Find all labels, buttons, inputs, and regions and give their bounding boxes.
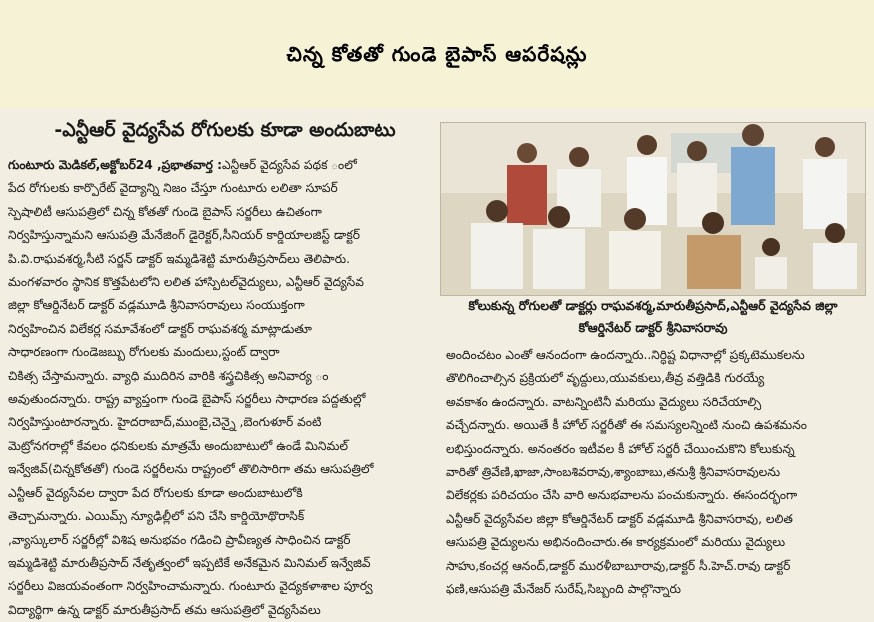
photo-caption: [440, 295, 866, 339]
article-line: నిర్వహిస్తున్నామని ఆసుపత్రి మేనేజింగ్ డైరెక్టర్,సీనియర్ కార్డియాలజిస్ట్ డాక్టర్: [8, 228, 360, 243]
article-line: మంగళవారం స్థానిక కొత్తపేటలోని లలిత హాస్పిటల్‌వైద్యులు, ఎన్టీఆర్ వైద్యసేవ: [8, 275, 364, 290]
article-line: ఇన్వేజివ్(చిన్నకోతతో) గుండె సర్జరీలను రాష్ట్రంలో తొలిసారిగా తమ ఆసుపత్రిలో: [8, 462, 374, 477]
article-line: వచ్చేదన్నారు. అయితే కీ హోల్ సర్జరీతో ఈ సమస్యలన్నింటి నుంచి ఉపశమనం: [446, 418, 807, 433]
article-line: ఎన్టీఆర్ వైద్యసేవల జిల్లా కోఆర్డినేటర్ డాక్టర్ వడ్లమూడి శ్రీనివాసరావు, లలిత: [446, 511, 793, 526]
caption-line: కోఆర్డినేటర్ డాక్టర్ శ్రీనివాసరావు: [578, 320, 728, 335]
article-line: [8, 154, 432, 177]
article-line: విద్యార్థిగా ఉన్న డాక్టర్ మారుతీప్రసాద్ తమ ఆసుపత్రిలో వైద్యసేవలు: [8, 602, 321, 617]
doctors-patients-photo: [441, 123, 865, 295]
article-line: ఎన్టీఆర్ వైద్యసేవల ద్వారా పేద రోగులకు కూడా అందుబాటులోకి: [8, 485, 303, 500]
article-line: ఇమ్మడిశెట్టి మారుతీప్రసాద్ నేతృత్వంలో ఇప్పటికే అనేకమైన మినిమల్ ఇన్వేజివ్: [8, 555, 371, 570]
article-line: అవుతుందన్నారు. రాష్ట్ర వ్యాప్తంగా గుండె బైపాస్ సర్జరీలు సాధారణ పద్దతుల్లో: [8, 392, 366, 407]
article-line: మెట్రోనగరాల్లో కేవలం ధనికులకు మాత్రమే అందుబాటులో ఉండే మినిమల్: [8, 438, 348, 453]
news-photo: [440, 122, 866, 296]
article-line: చికిత్స చేస్తామన్నారు. వ్యాధి ముదిరిన వారికి శస్త్రచికిత్స అనివార్య ం: [8, 368, 329, 383]
article-line: వారితో త్రివేణి,ఖాజా,సాంబశివరావు,శ్యాంబాబు,తనుశ్రీ శ్రీనివాసరావులను: [446, 465, 781, 480]
article-line: స్పెషాలిటీ ఆసుపత్రిలో చిన్న కోతతో గుండె బైపాస్ సర్జరీలు ఉచితంగా: [8, 204, 322, 219]
article-line: లభిస్తుందన్నారు. అనంతరం ఇటీవల కీ హోల్ సర్జరీ చేయించుకొని కోలుకున్న: [446, 441, 795, 456]
article-line: తెచ్చామన్నారు. ఎయిమ్స్ న్యూఢిల్లీలో పని చేసి కార్డియోథొరాసిక్: [8, 509, 305, 524]
article-right-column: [446, 344, 866, 601]
subheadline: -ఎన్టీఆర్ వైద్యసేవ రోగులకు కూడా అందుబాటు: [54, 119, 396, 141]
article-line: ఫణి,ఆసుపత్రి మేనేజర్ సురేష్,సిబ్బంది పాల్గొన్నారు: [446, 582, 681, 597]
article-line: సాధారణంగా గుండెజబ్బు రోగులకు మందులు,స్టంట్ ద్వారా: [8, 345, 280, 360]
article-line: పేద రోగులకు కార్పొరేట్ వైద్యాన్ని నిజం చేస్తూ గుంటూరు లలితా సూపర్: [8, 181, 338, 196]
article-line: అందించటం ఎంతో ఆనందంగా ఉందన్నారు..నిర్ధిష్ట విధానాల్లో ప్రక్కటెముకలను: [446, 348, 805, 362]
article-line: తొలిగించాల్సిన ప్రక్రియలో వృద్దులు,యువకులు,తీవ్ర వత్తిడికి గురయ్యే: [446, 371, 765, 386]
caption-line: కోలుకున్న రోగులతో డాక్టర్లు రాఘవశర్మ,మారుతీప్రసాద్,ఎన్టీఆర్ వైద్యసేవ జిల్లా: [468, 298, 838, 313]
article-line: నిర్వహిస్తుంటారన్నారు. హైదరాబాద్,ముంబై,చెన్నై ,బెంగుళూర్ వంటి: [8, 415, 322, 430]
article-line: అవకాశం ఉందన్నారు. వాటన్నింటినీ మరియు వైద్యులు సరిచేయాల్సి: [446, 394, 762, 409]
article-line: విలేకర్లకు పరిచయం చేసి వారి అనుభవాలను పంచుకున్నారు. ఈసందర్భంగా: [446, 488, 798, 503]
article-line: సాహు,కంచర్ల ఆనంద్,డాక్టర్ మురళీబాబూరావు,డాక్టర్ సీ.హెచ్.రావు డాక్టర్: [446, 558, 791, 573]
article-line: నిర్వహించిన విలేకర్ల సమావేశంలో డాక్టర్ రాఘవశర్మ మాట్లాడుతూ: [8, 321, 312, 336]
article-line: ,వ్యాస్కులార్ సర్జరీల్లో విశిష అనుభవం గడించి ప్రావీణ్యత సాధించిన డాక్టర్: [8, 532, 351, 547]
dateline: గుంటూరు మెడికల్,అక్టోబర్24 ,ప్రభాతవార్త :: [8, 158, 222, 172]
article-line: సర్జరీలు విజయవంతంగా నిర్వహించామన్నారు. గుంటూరు వైద్యకళాశాల పూర్వ: [8, 579, 373, 594]
article-line-text: ఎన్టీఆర్ వైద్యసేవ పథక ంలో: [221, 158, 357, 172]
article-line: పి.వి.రాఘవశర్మ,సీటి సర్జన్ డాక్టర్ ఇమ్మడిశెట్టి మారుతీప్రసాద్‌లు తెలిపారు.: [8, 251, 351, 266]
headline: చిన్న కోతతో గుండె బైపాస్ ఆపరేషన్లు: [286, 42, 588, 66]
article-left-column: [8, 154, 432, 622]
article-line: ఆసుపత్రి వైద్యులను అభినందించారు.ఈ కార్యక్రమంలో మరియు వైద్యులు: [446, 535, 786, 550]
article-line: జిల్లా కోఆర్డినేటర్ డాక్టర్ వడ్లమూడి శ్రీనివాసరావులు సంయుక్తంగా: [8, 298, 305, 313]
